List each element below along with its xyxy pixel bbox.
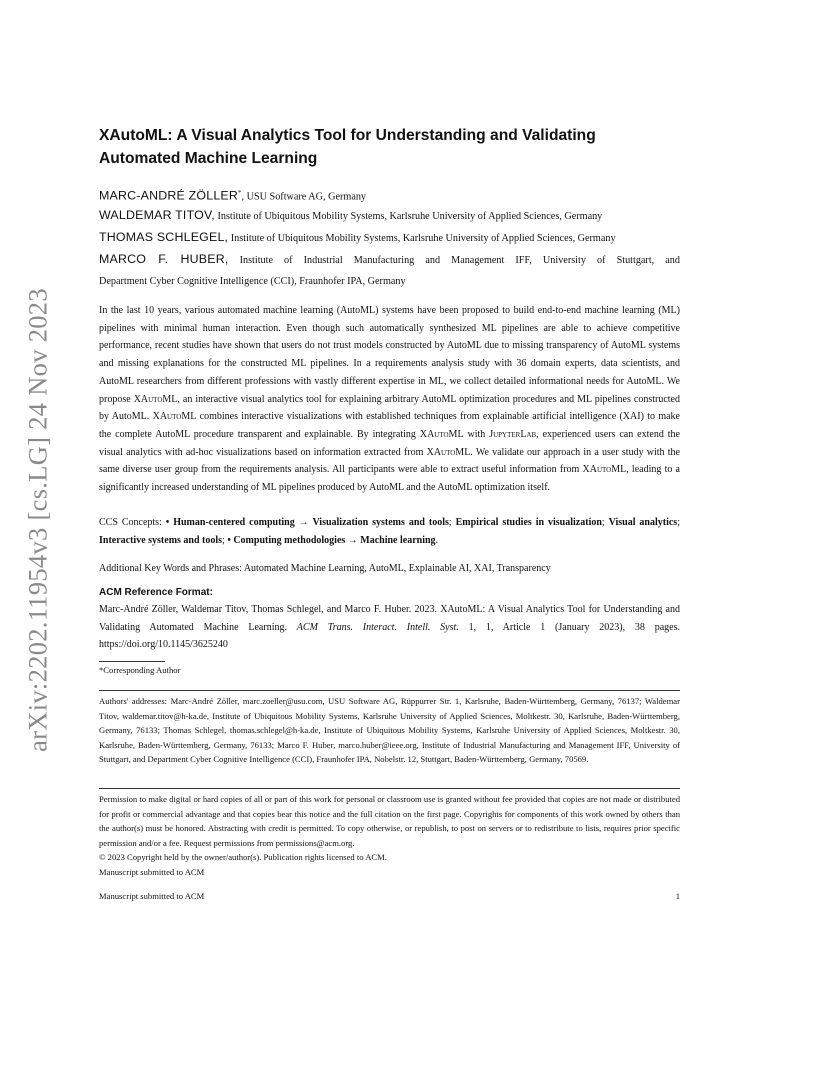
footer-manuscript: Manuscript submitted to ACM (99, 891, 205, 901)
corresponding-author-footnote: *Corresponding Author (99, 665, 181, 675)
ccs-separator: . (435, 534, 439, 546)
ccs-concept: Empirical studies in visualization (455, 517, 602, 528)
keywords: Additional Key Words and Phrases: Automated Machine Learning, AutoML, Explainable AI, XAI, Transparency (99, 563, 551, 574)
ccs-concept: • Human-centered computing → Visualization systems and tools (165, 517, 449, 528)
page-number: 1 (675, 891, 680, 901)
arxiv-identifier-stamp (18, 280, 58, 760)
abstract-text: , experienced users can extend the visual analytics with ad-hoc visualizations based on information extracted from (99, 428, 680, 458)
author-affiliation: Institute of Ubiquitous Mobility Systems, Karlsruhe University of Applied Sciences, Germany (217, 211, 603, 222)
authors-addresses: Authors' addresses: Marc-André Zöller, marc.zoeller@usu.com, USU Software AG, Rüppurrer Str. 1, Karlsruhe, Baden-Württemberg, Germany, 76137; Waldemar Titov, waldemar.titov@h-ka.de, Institute of Ubiquitous Mobility Systems, Karlsruhe University of Applied Sciences, Moltkestr. 30, Karlsruhe, Baden-Württemberg, Germany, 76133; Thomas Schlegel, thomas.schlegel@h-ka.de, Institute of Ubiquitous Mobility Systems, Karlsruhe University of Applied Sciences, Moltkestr. 30, Karlsruhe, Baden-Württemberg, Germany, 76133; Marco F. Huber, marco.huber@ieee.org, Institute of Industrial Manufacturing and Management IFF, University of Stuttgart, and Department Cyber Cognitive Intelligence (CCI), Fraunhofer IPA, Nobelstr. 12, Stuttgart, Baden-Württemberg, Germany, 70569. (99, 696, 680, 765)
abstract-text: In the last 10 years, various automated machine learning (AutoML) systems have been proposed to build end-to-end machine learning (ML) pipelines with minimal human interaction. Even though such automatically synthesized ML pipelines are able to achieve competitive performance, recent studies have shown that users do not trust models constructed by AutoML due to missing transparency of AutoML systems and missing explanations for the constructed ML pipelines. In a requirements analysis study with 36 domain experts, data scientists, and AutoML researchers from different professions with vastly different expertise in ML, we collect detailed informational needs for AutoML. We propose (99, 305, 680, 405)
reference-text: 1, 1, Article 1 (January 2023), 38 pages. https://doi.org/10.1145/3625240 (99, 621, 680, 651)
author-affiliation: Institute of Industrial Manufacturing and Management IFF, University of Stuttgart, and (239, 255, 680, 266)
author-1 (99, 186, 680, 204)
author-2 (99, 208, 680, 224)
ccs-concept: • Computing methodologies → Machine learning (227, 534, 436, 546)
author-affiliation: Institute of Ubiquitous Mobility Systems, Karlsruhe University of Applied Sciences, Germany (230, 233, 616, 244)
ccs-label: CCS Concepts: (99, 517, 166, 528)
abstract-text: , an interactive visual analytics tool for explaining arbitrary AutoML optimization procedures and ML pipelines constructed by AutoML. (99, 393, 680, 423)
acm-reference-heading: ACM Reference Format: (99, 587, 213, 598)
author-4-affiliation-cont (99, 274, 680, 289)
journal-name: ACM Trans. Interact. Intell. Syst. (296, 621, 459, 633)
ccs-concept: Visual analytics (608, 517, 678, 528)
abstract-text: . We validate our approach in a user study with the same diverse user group from the requirements analysis. All participants were able to extract useful information from (99, 446, 680, 476)
ccs-concept: Interactive systems and tools (99, 534, 223, 546)
abstract (99, 302, 680, 497)
jupyterlab-name: JupyterLab (489, 428, 537, 440)
acm-reference (99, 601, 680, 654)
ccs-separator: ; (448, 517, 456, 528)
abstract-text: combines interactive visualizations with established techniques from explainable artificial intelligence (XAI) to make the complete AutoML procedure transparent and explainable. By integrating (99, 411, 680, 440)
manuscript-note: Manuscript submitted to ACM (99, 866, 205, 877)
reference-text: Marc-André Zöller, Waldemar Titov, Thomas Schlegel, and Marco F. Huber. 2023. XAutoML: A Visual Analytics Tool for Understanding and Validating Automated Machine Learning. (99, 604, 680, 633)
ccs-separator: ; (601, 517, 609, 528)
author-name: WALDEMAR TITOV, (99, 208, 215, 222)
tool-name: XAutoML (582, 464, 627, 476)
abstract-text: , leading to a significantly increased understanding of ML pipelines produced by AutoML and the AutoML optimization itself. (99, 464, 680, 494)
author-affiliation: , USU Software AG, Germany (241, 191, 367, 203)
corresponding-marker: * (238, 189, 242, 197)
tool-name: XAutoML (426, 446, 471, 458)
tool-name: XAutoML (419, 428, 464, 440)
arxiv-identifier-text: arXiv:2202.11954v3 [cs.LG] 24 Nov 2023 (22, 288, 53, 752)
addresses-rule (99, 690, 680, 691)
abstract-text: with (463, 428, 490, 440)
permissions-notice (99, 792, 680, 880)
tool-name: XAutoML (152, 411, 197, 423)
author-3 (99, 230, 680, 246)
author-name: MARC-ANDRÉ ZÖLLER (99, 188, 239, 203)
author-name: MARCO F. HUBER, (99, 252, 229, 266)
author-name: THOMAS SCHLEGEL, (99, 230, 229, 244)
ccs-separator: ; (677, 517, 680, 528)
copyright-line: © 2023 Copyright held by the owner/author(s). Publication rights licensed to ACM. (99, 852, 387, 863)
author-affiliation: Department Cyber Cognitive Intelligence (CCI), Fraunhofer IPA, Germany (99, 276, 406, 287)
permissions-rule (99, 788, 680, 789)
ccs-concepts (99, 514, 680, 549)
footnote-rule (99, 661, 165, 662)
tool-name: XAutoML (133, 393, 178, 405)
permissions-text: Permission to make digital or hard copies of all or part of this work for personal or classroom use is granted without fee provided that copies are not made or distributed for profit or commercial advantage and that copies bear this notice and the full citation on the first page. Copyrights for components of this work owned by others than the author(s) must be honored. Abstracting with credit is permitted. To copy otherwise, or republish, to post on servers or to redistribute to lists, requires prior specific permission and/or a fee. Request permissions from permissions@acm.org. (99, 794, 680, 848)
paper-title: XAutoML: A Visual Analytics Tool for Understanding and Validating Automated Machine Learning (99, 127, 596, 167)
ccs-separator: ; (222, 534, 228, 546)
author-4 (99, 252, 680, 268)
